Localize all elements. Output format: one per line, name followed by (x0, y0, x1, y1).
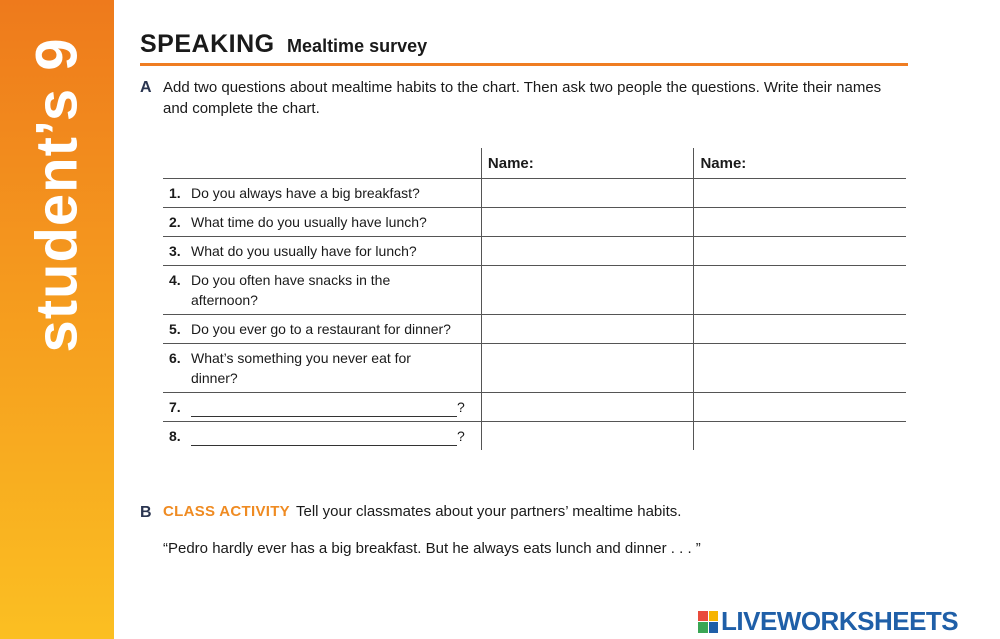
page-subtitle: Mealtime survey (287, 36, 428, 56)
class-activity-label: CLASS ACTIVITY (163, 503, 290, 520)
sidebar-band (0, 0, 114, 639)
answer-cell-name-2[interactable] (694, 208, 906, 237)
row-question: Do you often have snacks in the afternoon? (191, 272, 391, 308)
row-number: 7. (169, 399, 181, 415)
example-quote: “Pedro hardly ever has a big breakfast. But he always eats lunch and dinner . . . ” (163, 540, 701, 557)
answer-cell-name-2[interactable] (694, 237, 906, 266)
row-question: What do you usually have for lunch? (191, 243, 417, 259)
table-row (163, 208, 906, 237)
question-blank-line[interactable] (191, 431, 457, 446)
row-number: 3. (169, 243, 181, 259)
sidebar-book-title: student’s 9 (24, 37, 90, 353)
chart-header-question (163, 148, 481, 179)
answer-cell-name-1[interactable] (481, 315, 694, 344)
row-question: What time do you usually have lunch? (191, 214, 427, 230)
page-title: SPEAKING (140, 30, 275, 58)
section-a-instruction: Add two questions about mealtime habits to the chart. Then ask two people the questions. Write their names and complete the chart. (163, 79, 882, 117)
row-question: Do you always have a big breakfast? (191, 185, 420, 201)
logo-square (709, 622, 719, 633)
row-number: 4. (169, 272, 181, 288)
row-number: 1. (169, 185, 181, 201)
answer-cell-name-1[interactable] (481, 422, 694, 451)
row-question: What’s something you never eat for dinner? (191, 350, 411, 386)
answer-cell-name-1[interactable] (481, 179, 694, 208)
answer-cell-name-2[interactable] (694, 393, 906, 422)
chart-header-row (163, 148, 906, 179)
section-b-instruction (163, 503, 681, 520)
logo-square (698, 611, 708, 622)
answer-cell-name-2[interactable] (694, 179, 906, 208)
liveworksheets-logo (698, 606, 958, 637)
logo-square (709, 611, 719, 622)
table-row (163, 393, 906, 422)
page-header (140, 30, 908, 66)
table-row (163, 422, 906, 451)
chart-header-name-1: Name: (481, 148, 694, 179)
section-a-letter: A (140, 79, 152, 96)
row-question: Do you ever go to a restaurant for dinner? (191, 321, 451, 337)
section-b-letter: B (140, 504, 152, 521)
answer-cell-name-2[interactable] (694, 315, 906, 344)
question-mark: ? (457, 428, 465, 444)
liveworksheets-mark-icon (698, 611, 718, 633)
row-number: 5. (169, 321, 181, 337)
answer-cell-name-1[interactable] (481, 237, 694, 266)
table-row (163, 237, 906, 266)
answer-cell-name-2[interactable] (694, 422, 906, 451)
question-blank-line[interactable] (191, 402, 457, 417)
table-row (163, 266, 906, 315)
answer-cell-name-2[interactable] (694, 266, 906, 315)
logo-text: LIVEWORKSHEETS (721, 606, 959, 636)
table-row (163, 315, 906, 344)
question-mark: ? (457, 399, 465, 415)
row-number: 6. (169, 350, 181, 366)
logo-square (698, 622, 708, 633)
answer-cell-name-1[interactable] (481, 344, 694, 393)
answer-cell-name-2[interactable] (694, 344, 906, 393)
answer-cell-name-1[interactable] (481, 266, 694, 315)
answer-cell-name-1[interactable] (481, 208, 694, 237)
survey-chart (163, 148, 906, 450)
answer-cell-name-1[interactable] (481, 393, 694, 422)
row-number: 2. (169, 214, 181, 230)
row-number: 8. (169, 428, 181, 444)
table-row (163, 179, 906, 208)
table-row (163, 344, 906, 393)
chart-header-name-2: Name: (694, 148, 906, 179)
class-activity-text: Tell your classmates about your partners’ mealtime habits. (295, 503, 682, 520)
